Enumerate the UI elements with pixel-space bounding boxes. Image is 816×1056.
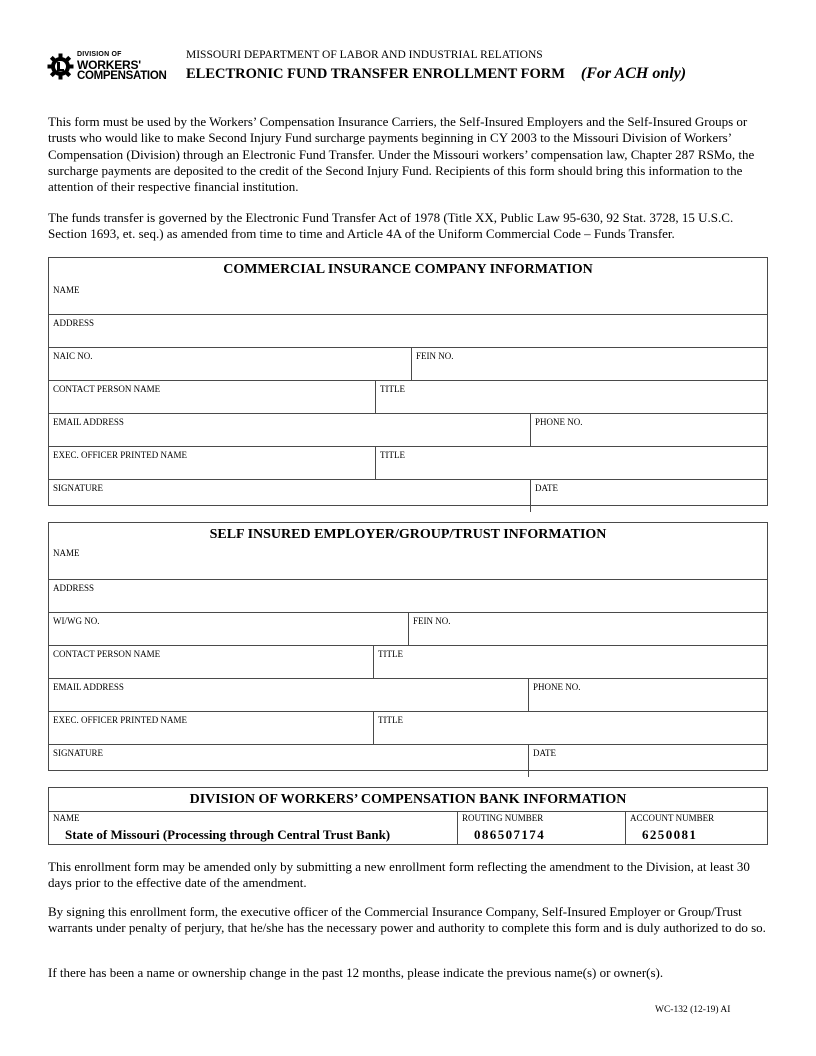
commercial-date-field[interactable] — [530, 480, 767, 512]
routing-number-value: 086507174 — [474, 827, 546, 842]
commercial-address-field[interactable] — [49, 315, 767, 347]
field-label: FEIN NO. — [416, 351, 454, 361]
self-insured-contact-field[interactable] — [49, 646, 373, 678]
self-insured-officer-title-field[interactable] — [373, 712, 767, 744]
self-insured-section — [48, 522, 768, 771]
self-insured-wiwg-row — [49, 612, 767, 645]
commercial-signature-row — [49, 479, 767, 512]
commercial-name-field[interactable] — [49, 282, 767, 314]
amendment-note: This enrollment form may be amended only by submitting a new enrollment form reflecting the amendment to the Division, at least 30 days prior to the effective date of the amendment. — [48, 859, 750, 891]
self-insured-address-row — [49, 579, 767, 612]
self-insured-contact-title-field[interactable] — [373, 646, 767, 678]
commercial-officer-field[interactable] — [49, 447, 375, 479]
logo-line1: DIVISION OF — [77, 51, 122, 58]
field-label: SIGNATURE — [53, 483, 104, 493]
field-label: FEIN NO. — [413, 616, 451, 626]
self-insured-wiwg-field[interactable] — [49, 613, 408, 645]
account-number-cell — [625, 812, 767, 844]
self-insured-contact-row — [49, 645, 767, 678]
field-label: NAIC NO. — [53, 351, 93, 361]
field-label: TITLE — [378, 649, 403, 659]
commercial-naic-row — [49, 347, 767, 380]
field-label: PHONE NO. — [533, 682, 581, 692]
logo-line3: COMPENSATION — [77, 70, 167, 82]
field-label: TITLE — [380, 450, 405, 460]
commercial-phone-field[interactable] — [530, 414, 767, 446]
field-label: PHONE NO. — [535, 417, 583, 427]
form-title-text: ELECTRONIC FUND TRANSFER ENROLLMENT FORM — [186, 66, 565, 82]
self-insured-date-field[interactable] — [528, 745, 767, 777]
commercial-contact-row — [49, 380, 767, 413]
commercial-fein-field[interactable] — [411, 348, 767, 380]
field-label: ADDRESS — [53, 583, 95, 593]
commercial-officer-row — [49, 446, 767, 479]
bank-information-section — [48, 787, 768, 845]
intro-paragraph-2: The funds transfer is governed by the Electronic Fund Transfer Act of 1978 (Title XX, Public Law 95-630, 92 Stat. 3728, 15 U.S.C. Section 1693, et. seq.) as amended from time to time and Article 4A of the Uniform Commercial Code – Funds Transfer. — [48, 210, 734, 242]
field-label: EXEC. OFFICER PRINTED NAME — [53, 450, 188, 460]
field-label: TITLE — [380, 384, 405, 394]
gear-icon — [47, 53, 74, 80]
department-name: MISSOURI DEPARTMENT OF LABOR AND INDUSTRIAL RELATIONS — [186, 49, 543, 61]
form-id: WC-132 (12-19) AI — [655, 1005, 731, 1015]
self-insured-name-row — [49, 547, 767, 579]
field-label: NAME — [53, 813, 80, 823]
commercial-email-field[interactable] — [49, 414, 530, 446]
field-label: CONTACT PERSON NAME — [53, 384, 161, 394]
field-label: EXEC. OFFICER PRINTED NAME — [53, 715, 188, 725]
division-logo — [47, 50, 167, 82]
bank-name-value: State of Missouri (Processing through Central Trust Bank) — [65, 827, 391, 842]
self-insured-officer-row — [49, 711, 767, 744]
self-insured-signature-row — [49, 744, 767, 777]
commercial-contact-title-field[interactable] — [375, 381, 767, 413]
bank-section-title: DIVISION OF WORKERS’ COMPENSATION BANK INFORMATION — [189, 792, 627, 807]
field-label: NAME — [53, 285, 80, 295]
bank-info-row — [49, 811, 767, 844]
field-label: NAME — [53, 548, 80, 558]
commercial-officer-title-field[interactable] — [375, 447, 767, 479]
commercial-email-row — [49, 413, 767, 446]
account-number-value: 6250081 — [642, 827, 698, 842]
self-insured-name-field[interactable] — [49, 547, 767, 579]
commercial-name-row — [49, 282, 767, 314]
intro-paragraph-1: This form must be used by the Workers’ Compensation Insurance Carriers, the Self-Insured Employers and the Self-Insured Groups or trusts who would like to make Second Injury Fund surcharge payments beginning in CY 2003 to the Missouri Division of Workers’ Compensation (Division) through an Electronic Fund Transfer. Under the Missouri workers’ compensation law, Chapter 287 RSMo, the surcharge payments are deposited to the credit of the Second Injury Fund. Recipients of this form should bring this information to the attention of their respective financial institution. — [48, 114, 755, 195]
field-label: EMAIL ADDRESS — [53, 682, 124, 692]
field-label: EMAIL ADDRESS — [53, 417, 124, 427]
field-label: DATE — [535, 483, 558, 493]
field-label: ACCOUNT NUMBER — [630, 813, 715, 823]
self-insured-signature-field[interactable] — [49, 745, 528, 777]
self-insured-email-field[interactable] — [49, 679, 528, 711]
commercial-contact-field[interactable] — [49, 381, 375, 413]
field-label: CONTACT PERSON NAME — [53, 649, 161, 659]
self-insured-officer-field[interactable] — [49, 712, 373, 744]
routing-number-cell — [457, 812, 625, 844]
self-insured-section-title: SELF INSURED EMPLOYER/GROUP/TRUST INFORMATION — [209, 527, 607, 542]
commercial-naic-field[interactable] — [49, 348, 411, 380]
commercial-address-row — [49, 314, 767, 347]
signing-note: By signing this enrollment form, the executive officer of the Commercial Insurance Company, Self-Insured Employer or Group/Trust warrants under penalty of perjury, that he/she has the necessary power and authority to complete this form and is duly authorized to do so. — [48, 904, 766, 936]
field-label: SIGNATURE — [53, 748, 104, 758]
commercial-section-title: COMMERCIAL INSURANCE COMPANY INFORMATION — [223, 262, 593, 277]
bank-name-cell — [49, 812, 457, 844]
self-insured-email-row — [49, 678, 767, 711]
self-insured-phone-field[interactable] — [528, 679, 767, 711]
name-change-note: If there has been a name or ownership change in the past 12 months, please indicate the previous name(s) or owner(s). — [48, 965, 664, 980]
commercial-signature-field[interactable] — [49, 480, 530, 512]
field-label: DATE — [533, 748, 556, 758]
self-insured-fein-field[interactable] — [408, 613, 767, 645]
commercial-insurance-section — [48, 257, 768, 506]
form-title — [186, 65, 686, 83]
form-subtitle: (For ACH only) — [580, 65, 687, 82]
field-label: ADDRESS — [53, 318, 95, 328]
field-label: ROUTING NUMBER — [462, 813, 544, 823]
logo-line2: WORKERS' — [77, 58, 141, 72]
self-insured-address-field[interactable] — [49, 580, 767, 612]
field-label: WI/WG NO. — [53, 616, 100, 626]
field-label: TITLE — [378, 715, 403, 725]
